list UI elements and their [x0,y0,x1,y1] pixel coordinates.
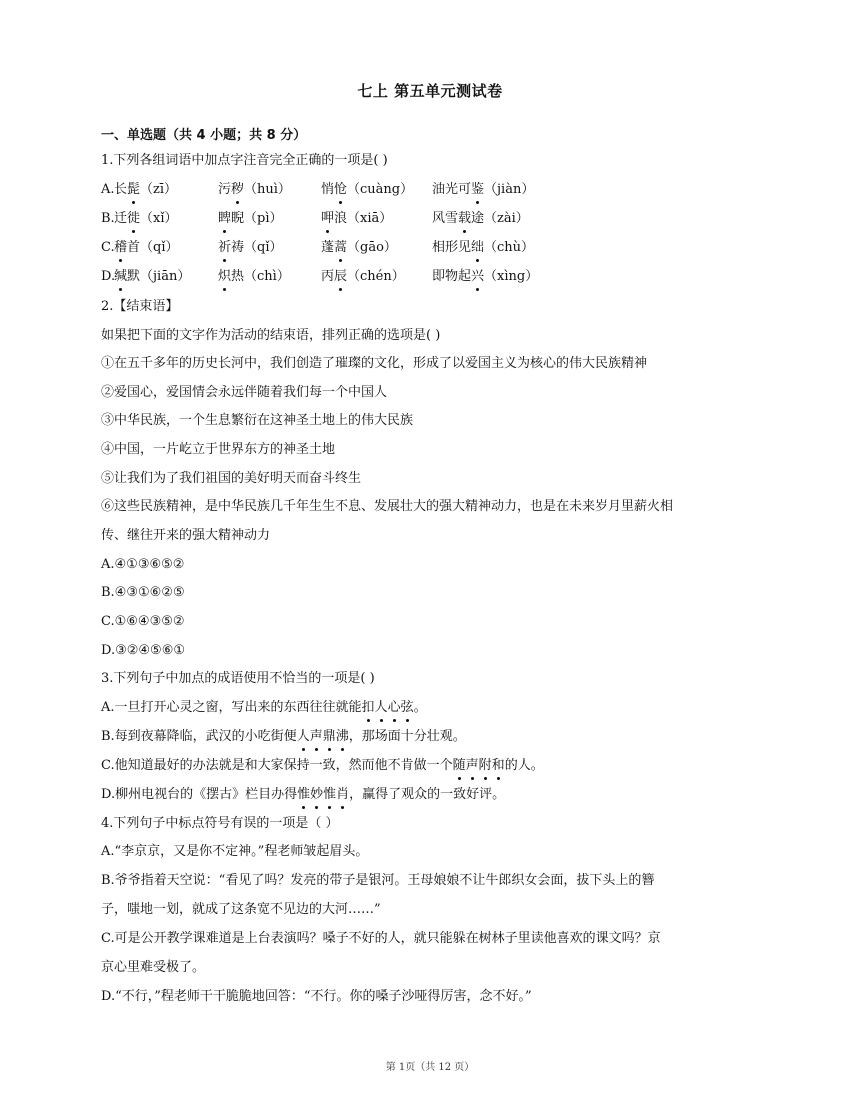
word-text: 浪（xiā） [334,211,393,226]
dotted-character: 兴 [471,269,485,284]
dotted-character: 和 [491,758,505,773]
word-text: 首（qǐ） [127,240,179,255]
option-label: A. [101,182,115,197]
q1-word [321,268,405,286]
option-text: ，赢得了观众的一致好评。 [349,787,506,802]
dotted-character: 秽 [231,182,245,197]
dotted-character: 随 [452,758,466,773]
q1-word [432,210,529,228]
dotted-character: 稽 [114,240,128,255]
dotted-idiom [297,787,349,802]
word-text: （xǐ） [140,211,178,226]
word-text: 长 [114,182,128,197]
word-text: 途（zài） [471,211,529,226]
q1-word [321,210,392,228]
dotted-character: 绌 [471,240,485,255]
q4-option-d: D.“不行，”程老师干干脆脆地回答：“不行。你的嗓子沙哑得厉害，念不好。” [101,989,532,1004]
option-text: 。 [413,700,427,715]
q1-word [218,181,291,199]
word-text: 睨（pì） [231,211,283,226]
dotted-character: 声 [465,758,479,773]
word-text: （jiàn） [484,182,535,197]
q2-item: ⑤让我们为了我们祖国的美好明天而奋斗终生 [101,471,362,486]
dotted-idiom [453,758,505,773]
option-text: C.他知道最好的办法就是和大家保持一致，然而他不肯做一个 [101,758,453,773]
word-text: 热（chì） [231,269,290,284]
q1-stem: 1.下列各组词语中加点字注音完全正确的一项是( ) [101,153,388,168]
q1-word [218,210,283,228]
dotted-character: 鉴 [471,182,485,197]
q3-option-c [101,757,544,775]
q1-word [218,239,283,257]
dotted-character: 妙 [310,787,324,802]
q1-word [432,181,534,199]
dotted-character: 声 [309,729,323,744]
q4-option-b: B.爷爷指着天空说：“看见了吗？发亮的带子是银河。王母娘娘不让牛郎织女会面，拔下头上的簪 [101,873,655,888]
dotted-character: 蒿 [334,240,348,255]
dotted-character: 心 [387,700,401,715]
section-heading: 一、单选题（共 4 小题；共 8 分） [101,128,307,143]
q2-item: ②爱国心，爱国情会永远伴随着我们每一个中国人 [101,385,388,400]
word-text: （cuàng） [347,182,414,197]
word-text: 蓬 [321,240,335,255]
q2-option-a: A.④①③⑥⑤② [101,557,185,572]
word-text: 默（jiān） [127,269,191,284]
word-text: 迁 [114,211,128,226]
dotted-character: 附 [478,758,492,773]
q2-item: ③中华民族，一个生息繁衍在这神圣土地上的伟大民族 [101,413,414,428]
q2-option-d: D.③②④⑤⑥① [101,643,186,658]
q3-option-b [101,728,466,746]
option-text: D.柳州电视台的《摆古》栏目办得 [101,787,298,802]
q4-option-c-continued: 京心里难受极了。 [101,960,206,975]
word-text: 悄 [321,182,335,197]
dotted-character: 弦 [400,700,414,715]
dotted-character: 人 [374,700,388,715]
q4-option-c: C.可是公开教学课难道是上台表演吗？嗓子不好的人，就只能躲在树林子里读他喜欢的课文吗？京 [101,931,661,946]
option-text: 的人。 [504,758,544,773]
q4-option-b-continued: 子，嗤地一划，就成了这条宽不见边的大河……” [101,902,381,917]
dotted-character: 徙 [127,211,141,226]
q2-item: ④中国，一片屹立于世界东方的神圣土地 [101,442,336,457]
word-text: 即物起 [432,269,472,284]
option-text: ，那场面十分壮观。 [348,729,466,744]
option-label: C. [101,240,115,255]
dotted-idiom [297,729,349,744]
word-text: 污 [218,182,232,197]
q2-stem: 2.【结束语】 [101,299,179,314]
dotted-character: 载 [458,211,472,226]
word-text: （chén） [347,269,405,284]
word-text: 油光可 [432,182,472,197]
dotted-character: 扣 [361,700,375,715]
word-text: 风雪 [432,211,459,226]
q2-item-continued: 传、继往开来的强大精神动力 [101,528,271,543]
dotted-character: 惟 [297,787,311,802]
q2-item: ⑥这些民族精神，是中华民族几千年生生不息、发展壮大的强大精神动力，也是在未来岁月里薪火相 [101,499,674,514]
dotted-character: 人 [296,729,310,744]
dotted-character: 髭 [127,182,141,197]
q3-stem: 3.下列句子中加点的成语使用不恰当的一项是( ) [101,671,375,686]
q2-intro: 如果把下面的文字作为活动的结束语，排列正确的选项是( ) [101,328,441,343]
dotted-idiom [362,700,414,715]
option-text: A.一旦打开心灵之窗，写出来的东西往往就能 [101,700,362,715]
word-text: （huì） [244,182,291,197]
q1-word [432,239,534,257]
q3-option-d [101,786,505,804]
option-label: B. [101,211,115,226]
page-footer: 第 1页（共 12 页） [385,1062,475,1073]
dotted-character: 辰 [334,269,348,284]
word-text: 相形见 [432,240,472,255]
q1-word [321,239,397,257]
q1-word [114,239,179,257]
q1-word [432,268,538,286]
word-text: 丙 [321,269,335,284]
dotted-character: 怆 [334,182,348,197]
word-text: （gāo） [347,240,397,255]
q1-word [114,268,190,286]
word-text: 祷（qǐ） [231,240,283,255]
q2-option-c: C.①⑥④③⑤② [101,614,185,629]
q2-option-b: B.④③①⑥②⑤ [101,585,185,600]
dotted-character: 睥 [218,211,232,226]
q4-stem: 4.下列句子中标点符号有误的一项是（ ） [101,816,339,831]
word-text: （xìng） [484,269,539,284]
q3-option-a [101,699,427,717]
page-title: 七上 第五单元测试卷 [357,82,503,100]
dotted-character: 缄 [114,269,128,284]
q1-word [114,210,178,228]
q1-word [218,268,290,286]
dotted-character: 祈 [218,240,232,255]
dotted-character: 呷 [321,211,335,226]
dotted-character: 沸 [335,729,349,744]
option-text: B.每到夜幕降临，武汉的小吃街便 [101,729,297,744]
dotted-character: 肖 [336,787,350,802]
dotted-character: 鼎 [322,729,336,744]
word-text: （zī） [140,182,178,197]
option-label: D. [101,269,116,284]
q2-item: ①在五千多年的历史长河中，我们创造了璀璨的文化，形成了以爱国主义为核心的伟大民族精神 [101,356,648,371]
q4-option-a: A.“李京京，又是你不定神。”程老师皱起眉头。 [101,844,369,859]
dotted-character: 惟 [323,787,337,802]
q1-word [114,181,177,199]
q1-word [321,181,413,199]
word-text: （chù） [484,240,535,255]
dotted-character: 炽 [218,269,232,284]
